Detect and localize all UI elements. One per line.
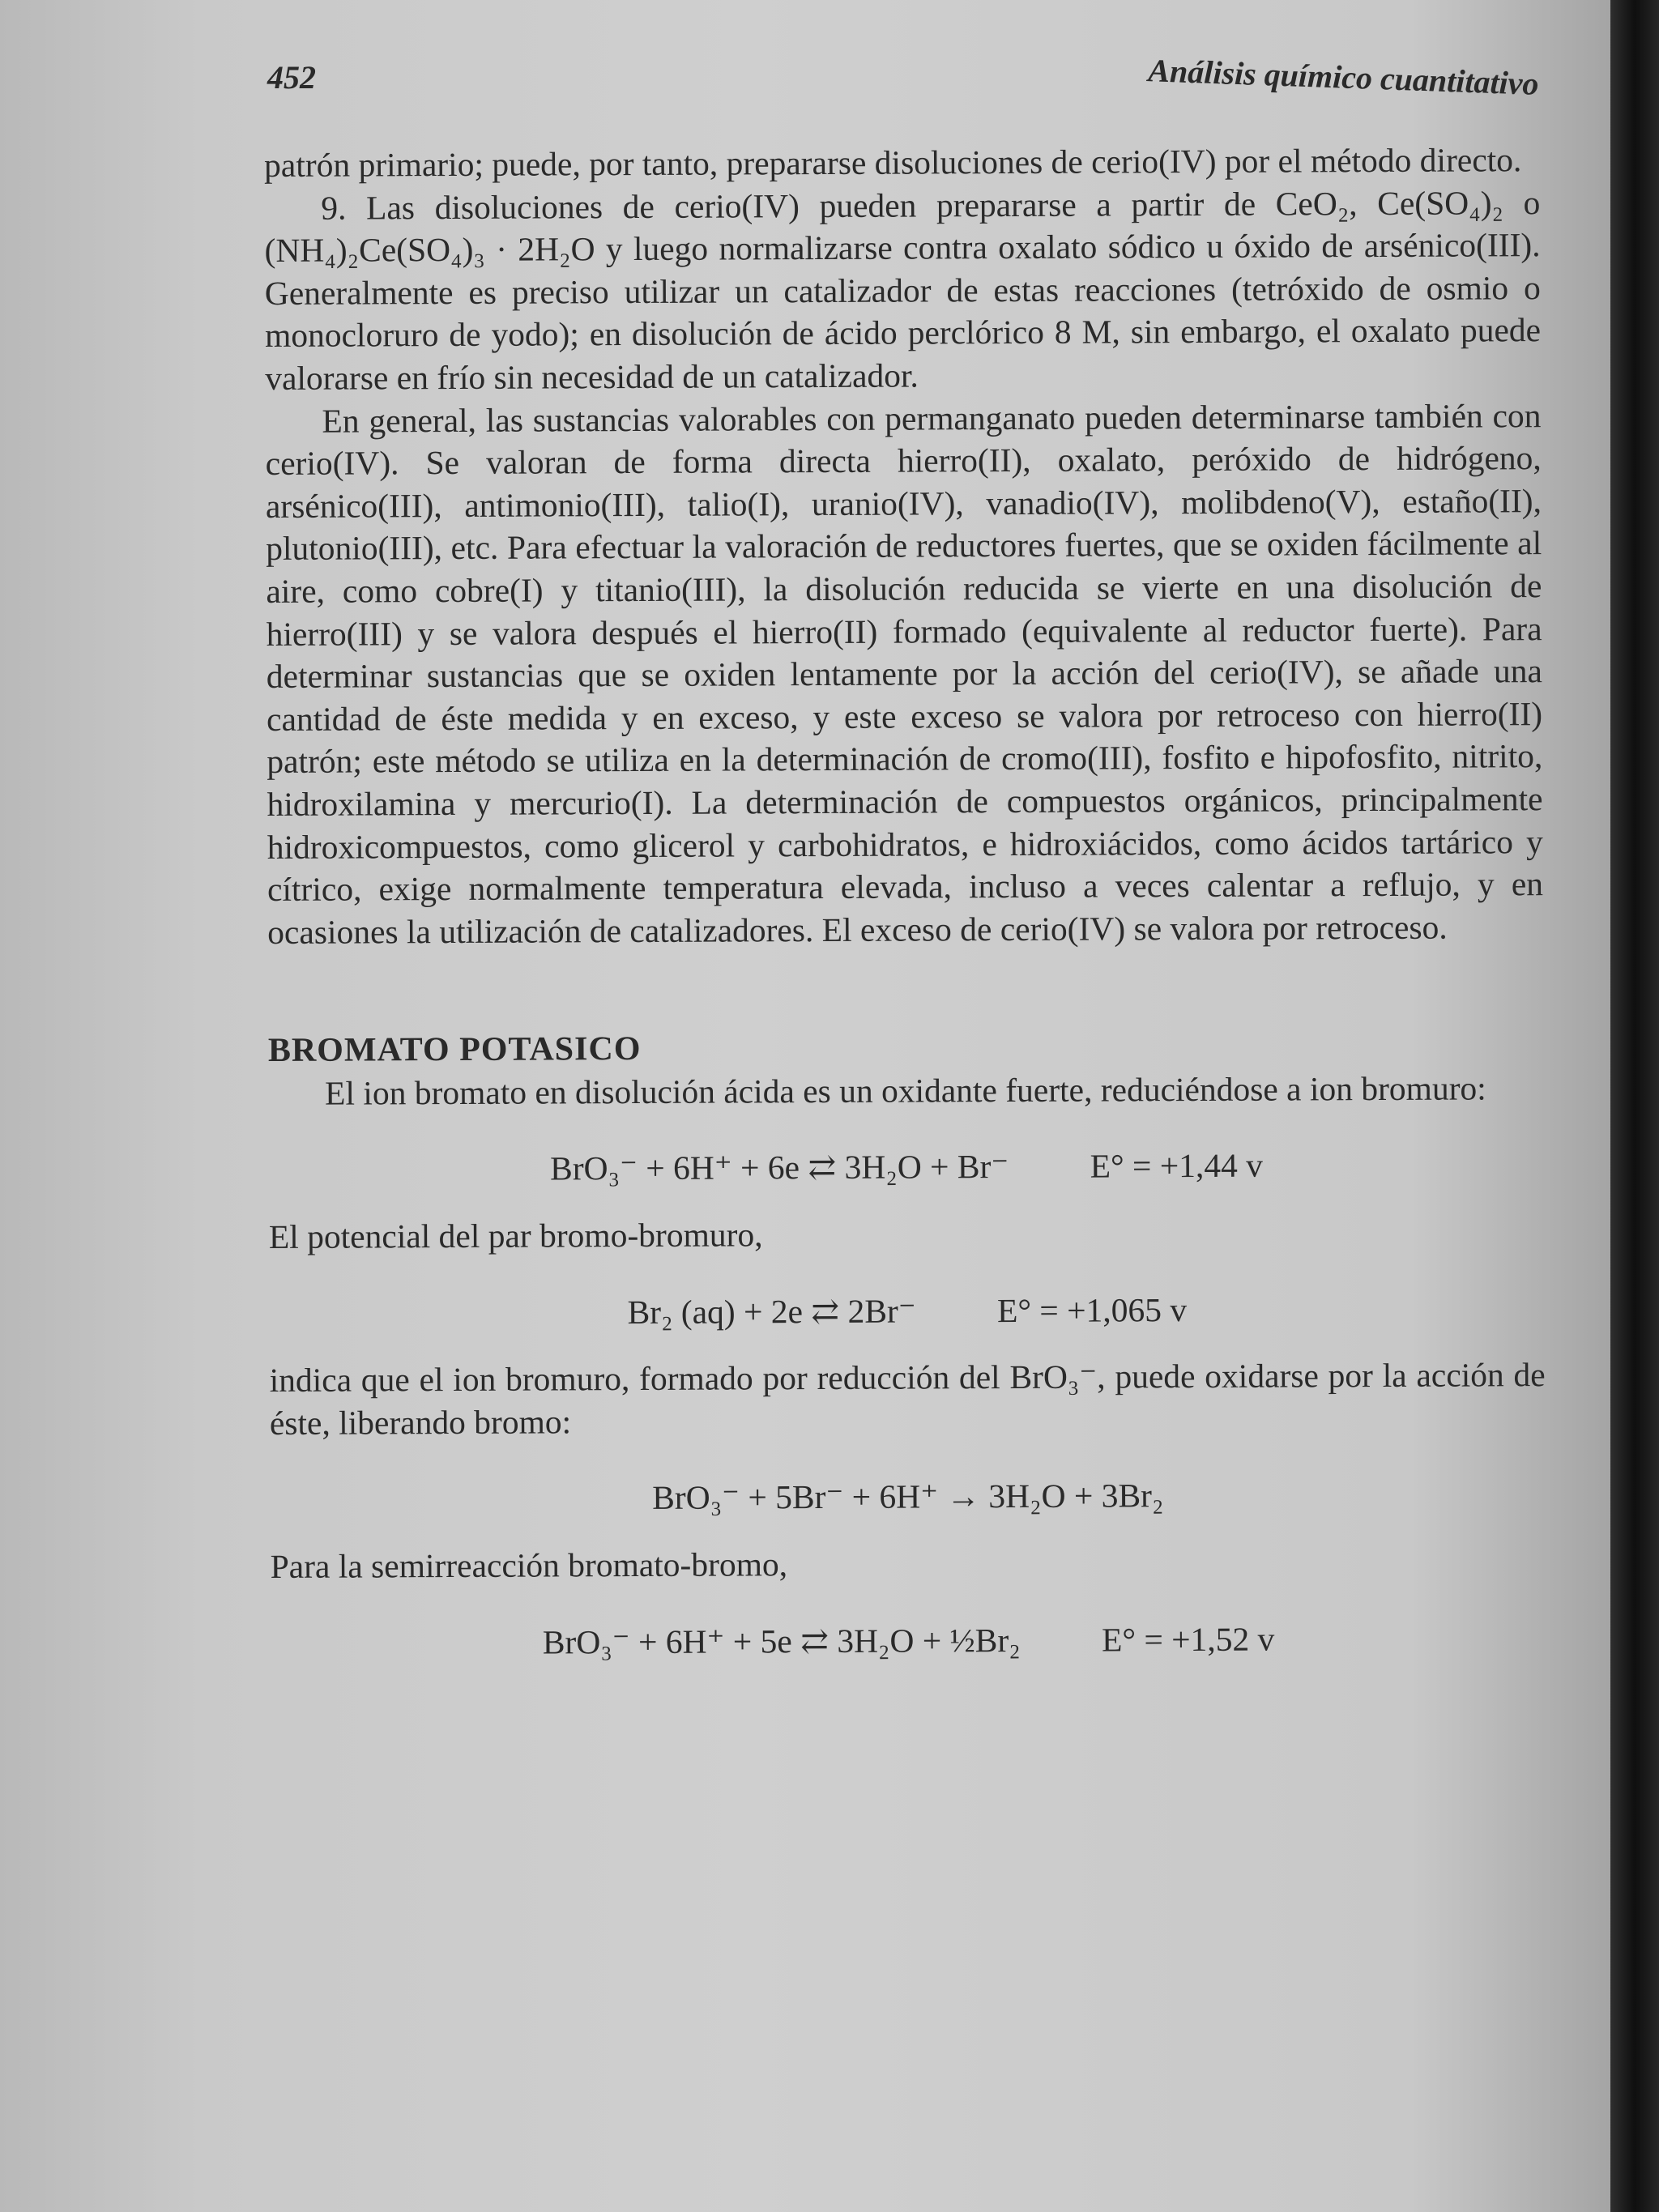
equation-potential: E° = +1,065 v: [996, 1290, 1188, 1329]
running-title: Análisis químico cuantitativo: [1147, 52, 1539, 102]
equation-bromate-bromide: [268, 1144, 1544, 1191]
section-heading: BROMATO POTASICO: [267, 1030, 642, 1070]
paragraph-half-reaction: Para la semirreacción bromato-bromo,: [270, 1545, 788, 1586]
equation-reaction: Br₂ (aq) + 2e ⇄ 2Br⁻: [627, 1292, 916, 1331]
equation-potential: E° = +1,44 v: [1090, 1147, 1264, 1186]
paragraph-continuation: patrón primario; puede, por tanto, prepararse disoluciones de cerio(IV) por el método directo.: [264, 141, 1522, 184]
equation-reaction: BrO₃⁻ + 6H⁺ + 5e ⇄ 3H₂O + ½Br₂: [542, 1621, 1021, 1661]
paragraph-bromine-pair: El potencial del par bromo-bromuro,: [268, 1216, 763, 1256]
page-content: [264, 139, 1546, 1689]
equation-potential: E° = +1,52 v: [1101, 1620, 1275, 1659]
equation-reaction: BrO₃⁻ + 5Br⁻ + 6H⁺ → 3H₂O + 3Br₂: [652, 1477, 1164, 1517]
paragraph-item-9: 9. Las disoluciones de cerio(IV) pueden prepararse a partir de CeO₂, Ce(SO₄)₂ o (NH₄)₂Ce(SO₄)₃ · 2H₂O y luego normalizarse contra oxalato sódico u óxido de arsénico(III). Generalmente es preciso utilizar un catalizador de estas reacciones (tetróxido de osmio o monocloruro de yodo); en disolución de ácido perclórico 8 M, sin embargo, el oxalato puede valorarse en frío sin necesidad de un catalizador.: [264, 183, 1542, 397]
paragraph-permanganate: En general, las sustancias valorables con permanganato pueden determinarse también con cerio(IV). Se valoran de forma directa hierro(II), oxalato, peróxido de hidrógeno, arsénico(III), antimonio(III), talio(I), uranio(IV), vanadio(IV), molibdeno(V), estaño(II), plutonio(III), etc. Para efectuar la valoración de reductores fuertes, que se oxiden fácilmente al aire, como cobre(I) y titanio(III), la disolución reducida se vierte en una disolución de hierro(III) y se valora después el hierro(II) formado (equivalente al reductor fuerte). Para determinar sustancias que se oxiden lentamente por la acción del cerio(IV), se añade una cantidad de éste medida y en exceso, y este exceso se valora por retroceso con hierro(II) patrón; este método se utiliza en la determinación de cromo(III), fosfito e hipofosfito, nitrito, hidroxilamina y mercurio(I). La determinación de compuestos orgánicos, principalmente hidroxicompuestos, como glicerol y carbohidratos, e hidroxiácidos, como ácidos tartárico y cítrico, exige normalmente temperatura elevada, incluso a veces calentar a reflujo, y en ocasiones la utilización de catalizadores. El exceso de cerio(IV) se valora por retroceso.: [265, 396, 1544, 951]
page-number: 452: [267, 59, 316, 96]
equation-reaction: BrO₃⁻ + 6H⁺ + 6e ⇄ 3H₂O + Br⁻: [550, 1148, 1009, 1187]
equation-bromine-bromide: [269, 1287, 1545, 1335]
equation-bromine-liberation: [270, 1473, 1546, 1521]
section-intro: El ion bromato en disolución ácida es un oxidante fuerte, reduciéndose a ion bromuro:: [325, 1069, 1486, 1112]
equation-bromate-bromine: [271, 1617, 1546, 1664]
book-spine-shadow: [1610, 0, 1659, 2212]
paragraph-oxidation: indica que el ion bromuro, formado por reducción del BrO₃⁻, puede oxidarse por la acción de éste, liberando bromo:: [269, 1356, 1546, 1442]
page-header: [267, 52, 1539, 115]
